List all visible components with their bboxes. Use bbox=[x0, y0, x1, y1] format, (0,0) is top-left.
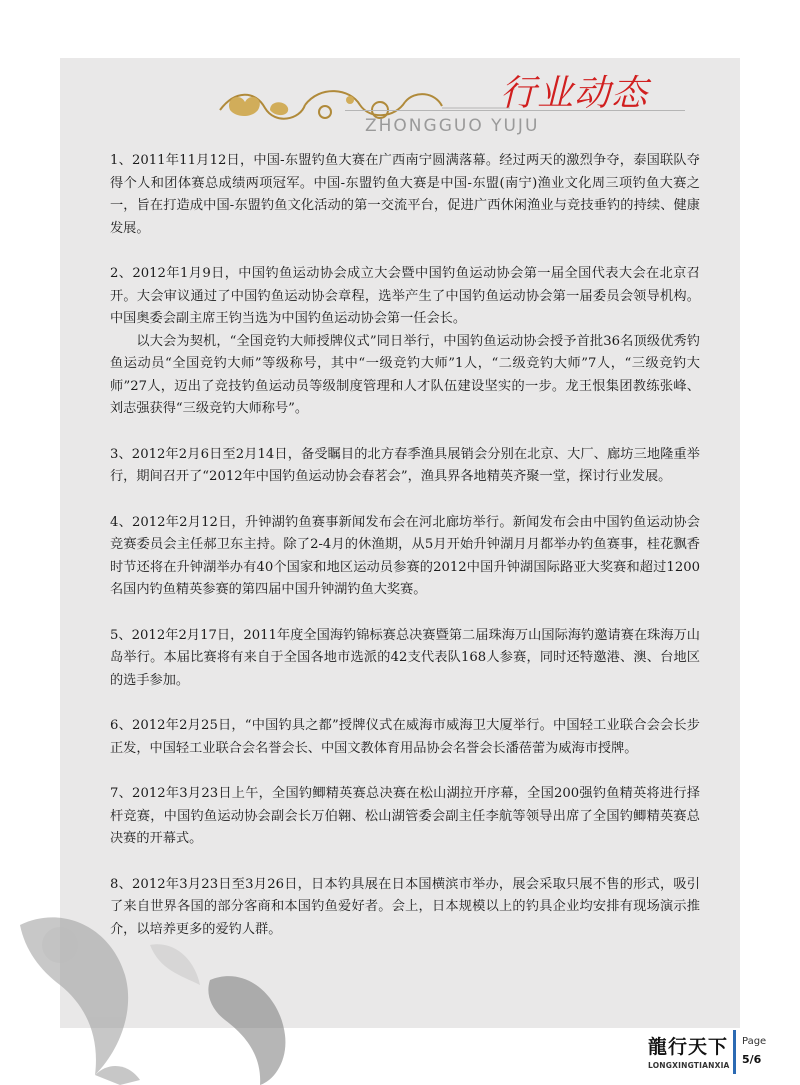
news-item bbox=[110, 263, 700, 421]
brand-logo-chinese: 龍行天下 bbox=[648, 1036, 729, 1058]
news-paragraph: 6、2012年2月25日，“中国钓具之都”授牌仪式在威海市威海卫大厦举行。中国轻工业联合会会长步正发，中国轻工业联合会名誉会长、中国文教体育用品协会名誉会长潘蓓蕾为威海市授牌。 bbox=[110, 718, 700, 756]
news-paragraph: 5、2012年2月17日，2011年度全国海钓锦标赛总决赛暨第二届珠海万山国际海钓邀请赛在珠海万山岛举行。本届比赛将有来自于全国各地市选派的42支代表队168人参赛，同时还特邀港、澳、台地区的选手参加。 bbox=[110, 627, 700, 688]
brand-logo bbox=[648, 1032, 730, 1076]
footer-accent-bar bbox=[733, 1030, 736, 1074]
news-paragraph: 4、2012年2月12日，升钟湖钓鱼赛事新闻发布会在河北廊坊举行。新闻发布会由中国钓鱼运动协会竞赛委员会主任郝卫东主持。除了2-4月的休渔期，从5月开始升钟湖月月都举办钓鱼赛事，桂花飘香时节还将在升钟湖举办有40个国家和地区运动员参赛的2012中国升钟湖国际路亚大奖赛和超过1200名国内钓鱼精英参赛的第四届中国升钟湖钓鱼大奖赛。 bbox=[110, 514, 700, 597]
news-paragraph: 2、2012年1月9日，中国钓鱼运动协会成立大会暨中国钓鱼运动协会第一届全国代表大会在北京召开。大会审议通过了中国钓鱼运动协会章程，选举产生了中国钓鱼运动协会第一届委员会领导机构。中国奥委会副主席王钧当选为中国钓鱼运动协会第一任会长。 bbox=[110, 266, 700, 326]
news-paragraph: 8、2012年3月23日至3月26日，日本钓具展在日本国横滨市举办，展会采取只展不售的形式，吸引了来自世界各国的部分客商和本国钓鱼爱好者。会上，日本规模以上的钓具企业均安排有现场演示推介，以培养更多的爱钓人群。 bbox=[110, 876, 700, 937]
content-panel bbox=[60, 58, 740, 1028]
news-item bbox=[110, 150, 700, 240]
koi-fish-illustration-icon bbox=[0, 885, 320, 1085]
brand-logo-english: LONGXINGTIANXIA bbox=[648, 1061, 730, 1070]
section-header bbox=[60, 58, 740, 153]
news-paragraph: 3、2012年2月6日至2月14日，备受瞩目的北方春季渔具展销会分别在北京、大厂、廊坊三地隆重举行，期间召开了“2012年中国钓鱼运动协会春茗会”，渔具界各地精英齐聚一堂，探讨行业发展。 bbox=[110, 446, 700, 484]
page-number: 5/6 bbox=[742, 1053, 762, 1066]
news-item bbox=[110, 783, 700, 851]
news-item bbox=[110, 512, 700, 602]
news-paragraph: 1、2011年11月12日，中国-东盟钓鱼大赛在广西南宁圆满落幕。经过两天的激烈争夺，泰国联队夺得个人和团体赛总成绩两项冠军。中国-东盟钓鱼大赛是中国-东盟(南宁)渔业文化周三项钓鱼大赛之一，旨在打造成中国-东盟钓鱼文化活动的第一交流平台，促进广西休闲渔业与竞技垂钓的持续、健康发展。 bbox=[110, 153, 700, 236]
page-title: 行业动态 bbox=[500, 73, 649, 114]
news-paragraph: 7、2012年3月23日上午，全国钓鲫精英赛总决赛在松山湖拉开序幕，全国200强钓鱼精英将进行择杆竞赛，中国钓鱼运动协会副会长万伯翱、松山湖管委会副主任李航等领导出席了全国钓鲫精英赛总决赛的开幕式。 bbox=[110, 786, 700, 846]
article-list bbox=[110, 150, 700, 964]
news-item bbox=[110, 444, 700, 489]
page-subtitle: ZHONGGUO YUJU bbox=[365, 116, 540, 136]
page-label: Page bbox=[742, 1036, 767, 1047]
news-item bbox=[110, 625, 700, 693]
news-paragraph: 以大会为契机，“全国竞钓大师授牌仪式”同日举行，中国钓鱼运动协会授予首批36名顶级优秀钓鱼运动员“全国竞钓大师”等级称号，其中“一级竞钓大师”1人，“二级竞钓大师”7人，“三级竞钓大师”27人，迈出了竞技钓鱼运动员等级制度管理和人才队伍建设坚实的一步。龙王恨集团教练张峰、刘志强获得“三级竞钓大师称号”。 bbox=[110, 333, 700, 416]
news-item bbox=[110, 715, 700, 760]
